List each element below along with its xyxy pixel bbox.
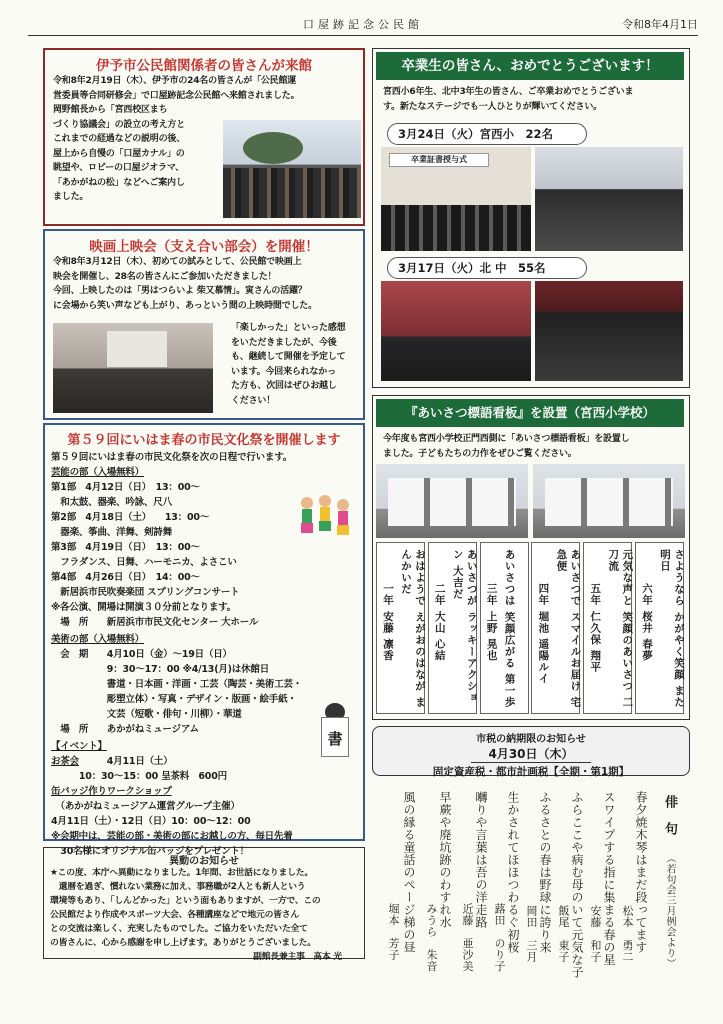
slogan-text: 元気な声と 笑顔のあいさつ 二刀流 — [607, 549, 634, 708]
visit-line: 屋上から自慢の「口屋カナル」の — [53, 148, 185, 159]
transfer-signature: 副館長兼主事 髙本 光 — [253, 952, 342, 962]
movie-line: 令和8年3月12日（木）、初めての試みとして、公民館で映画上 — [53, 257, 302, 267]
graduation-title: 卒業生の皆さん、おめでとうございます！ — [376, 52, 684, 80]
slogan-card — [635, 542, 684, 714]
movie-line: 今回、上映したのは「男はつらいよ 柴又慕情」。寅さんの活躍？ — [53, 286, 307, 296]
miyanishi-ceremony-photo — [381, 147, 531, 251]
tax-date: 4月30日（木） — [471, 745, 591, 763]
transfer-line: 環境等もあり、「しんどかった」という面もありますが、一方で、この — [50, 896, 321, 906]
movie-section — [43, 229, 365, 420]
signboard-photo-2 — [533, 464, 685, 538]
performance-line: 場 所 新居浜市市民文化センター 大ホール — [51, 617, 259, 628]
haiku-poem: 生かされてほほつわるぐ初桜 — [506, 791, 520, 954]
haiku-author: 飯尾 東子 — [557, 905, 570, 963]
slogan-text: あいさつは 笑顔広がる 第一歩 — [503, 549, 516, 708]
ceremony-banner: 卒業証書授与式 — [389, 153, 489, 167]
performance-line: 第1部 4月12日（日） 13：00～ — [51, 482, 200, 493]
visit-line: 「あかがねの松」などへご案内し — [53, 177, 185, 188]
slogan-author: 四年 堀池 遥陽ルイ — [537, 583, 550, 685]
greeting-line: 今年度も宮西小学校正門西側に「あいさつ標語看板」を設置し — [383, 434, 630, 444]
badge-line: 4月11日（土）・12日（日）10：00～12：00 — [51, 816, 251, 827]
haiku-poem: ふるさとの春は野球に誇り来 — [538, 791, 552, 954]
visit-line: 営委員等合同研修会」で口屋跡記念公民館へ来館されました。 — [53, 90, 300, 101]
festival-intro: 第５９回にいはま春の市民文化祭を次の日程で行います。 — [51, 452, 293, 463]
haiku-author: 安藤 和子 — [589, 905, 602, 963]
haiku-author: 堀本 芳子 — [387, 903, 400, 961]
visit-line: 令和8年2月19日（木）、伊予市の24名の皆さんが「公民館運 — [53, 76, 297, 86]
slogan-card — [480, 542, 529, 714]
visit-line: づくり協議会」の設立の考え方と — [53, 119, 186, 130]
art-heading: 美術の部（入場無料） — [51, 634, 145, 645]
slogan-author: 六年 桜井 春夢 — [640, 583, 653, 662]
haiku-author: 近藤 亜沙美 — [461, 903, 474, 972]
tax-notice — [372, 726, 690, 776]
newsletter-title: 口屋跡記念公民館 — [303, 18, 423, 31]
haiku-poem: 早蕨や廃坑跡のわすれ水 — [438, 791, 452, 929]
slogan-text: あいさつで スマイルお届け 宅急便 — [555, 549, 582, 708]
badge-line: ※会期中は、芸能の部・美術の部にお越しの方、毎日先着 — [51, 831, 293, 842]
visit-line: ました。 — [53, 192, 89, 202]
performance-line: 器楽、筝曲、洋舞、剣詩舞 — [51, 527, 172, 538]
art-line: 会 期 4月10日（金）～19日（日） — [51, 649, 232, 660]
issue-date: 令和8年4月1日 — [622, 18, 698, 31]
festival-title: 第５９回にいはま春の市民文化祭を開催します — [67, 433, 341, 448]
slogan-card — [428, 542, 477, 714]
event-heading: 【イベント】 — [51, 741, 107, 752]
transfer-line: との交流は楽しく、充実したものでした。ご協力をいただいた全て — [50, 924, 308, 934]
movie-line: に会場から笑い声なども上がり、あっという間の上映時間でした。 — [53, 300, 317, 311]
greeting-line: ました。子どもたちの力作をぜひご覧ください。 — [383, 448, 577, 459]
slogan-text: あいさつが ラッキーアクション 大吉だ — [451, 549, 478, 704]
slogan-text: おはようで えがおのはなが まんかいだ — [400, 549, 426, 708]
performance-line: 和太鼓、器楽、吟詠、尺八 — [51, 497, 172, 508]
tax-title: 市税の納期限のお知らせ — [476, 734, 586, 745]
performance-line: 第3部 4月19日（日） 13：00～ — [51, 542, 200, 553]
haiku-section — [380, 785, 690, 985]
art-line: 文芸（短歌・俳句・川柳）・華道 — [51, 709, 242, 720]
signboard-photo-1 — [376, 464, 528, 538]
kita-label: 3月17日（火）北 中 55名 — [387, 257, 587, 279]
performance-heading: 芸能の部（入場無料） — [51, 467, 145, 478]
movie-line: も、継続して開催を予定して — [231, 352, 346, 362]
haiku-poem: 風の縁る童話のページ梯の昼 — [402, 791, 416, 954]
greeting-title: 『あいさつ標語看板』を設置（宮西小学校） — [376, 399, 684, 427]
haiku-author: 松本 勇二 — [621, 905, 634, 963]
movie-line: をいただきましたが、今後 — [231, 337, 337, 348]
slogan-list — [376, 542, 684, 714]
haiku-author: みうら 朱音 — [425, 903, 438, 972]
transfer-line: 公民館だより作成やスポーツ大会、各種講座などで地元の皆さん — [50, 910, 299, 920]
badge-heading: 缶バッジ作りワークショップ — [51, 786, 172, 797]
performance-line: ※各公演、開場は開演３０分前となります。 — [51, 602, 236, 613]
transfer-section — [43, 847, 365, 962]
slogan-author: 二年 大山 心結 — [433, 583, 446, 662]
movie-line: た方も、次回はぜひお越し — [231, 381, 337, 391]
tea-label: お茶会 — [51, 756, 79, 767]
transfer-title: 異動のお知らせ — [169, 856, 239, 867]
haiku-author: 蕗田 のり子 — [493, 903, 506, 972]
calligraphy-char: 書 — [321, 717, 349, 757]
visit-line: 眺望や、ロビーの口屋ジオラマ、 — [53, 163, 184, 173]
visit-line: これまでの経過などの説明の後、 — [53, 134, 186, 144]
movie-title: 映画上映会（支え合い部会）を開催！ — [89, 239, 319, 255]
art-line: 彫塑立体）・写真・デザイン・版画・絵手紙・ — [51, 694, 297, 705]
calligraphy-illustration — [317, 703, 357, 759]
miyanishi-group-photo — [535, 147, 683, 251]
art-line: 場 所 あかがねミュージアム — [51, 724, 199, 735]
movie-line: ください！ — [231, 395, 276, 406]
haiku-poem: スワイプする指に集まる春の星 — [602, 791, 616, 966]
tax-desc: 固定資産税・都市計画税【全期・第1期】 — [432, 766, 630, 778]
slogan-text: さようなら かがやく笑顔 また明日 — [658, 549, 685, 708]
art-line: 9：30～17：00 ※4/13(月)は休館日 — [51, 664, 269, 675]
hula-dancers-illustration — [293, 493, 357, 543]
miyanishi-label: 3月24日（火）宮西小 22名 — [387, 123, 587, 145]
haiku-poem: 囀りや言葉は吾の洋走路 — [474, 791, 488, 929]
slogan-author: 一年 安藤 凛香 — [382, 583, 394, 662]
slogan-card — [531, 542, 580, 714]
haiku-poem: 春夕焼木琴はまだ段ってます — [634, 791, 648, 954]
performance-line: 第2部 4月18日（土） 13：00～ — [51, 512, 210, 523]
screening-photo — [53, 323, 213, 413]
slogan-card — [376, 542, 425, 714]
tea-line: 4月11日（土） — [78, 756, 173, 767]
transfer-line: 還暦を過ぎ、慣れない業務に加え、事務職が2人とも新人という — [50, 882, 306, 892]
haiku-note: （若句会三月例会より） — [664, 853, 675, 969]
group-photo — [223, 120, 361, 218]
haiku-author: 岡田 三月 — [525, 905, 538, 963]
visit-section — [43, 48, 365, 226]
performance-line: 新居浜市民吹奏楽団 スプリングコンサート — [51, 587, 240, 598]
graduation-line: す。新たなステージでも一人ひとりが輝いてください。 — [383, 101, 602, 112]
transfer-line: ★この度、本庁へ異動になりました。1年間、お世話になりました。 — [50, 868, 313, 878]
kita-group-photo — [535, 281, 683, 381]
slogan-author: 五年 仁久保 翔平 — [589, 583, 602, 673]
badge-line: 30名様にオリジナル缶バッジをプレゼント！ — [51, 846, 249, 857]
movie-line: います。今回来られなかっ — [231, 366, 336, 377]
performance-line: 第4部 4月26日（日） 14：00～ — [51, 572, 200, 583]
festival-section — [43, 423, 365, 857]
graduation-line: 宮西小6年生、北中3年生の皆さん、ご卒業おめでとうございま — [383, 87, 634, 97]
haiku-title: 俳 句 — [662, 795, 677, 836]
haiku-poem: ふらここや病む母のいて元気な子 — [570, 791, 584, 979]
page-header — [28, 16, 698, 36]
movie-line: 「楽しかった」といった感想 — [231, 323, 346, 333]
graduation-section — [372, 48, 690, 388]
movie-line: 映会を開催し、28名の皆さんにご参加いただきました！ — [53, 271, 277, 282]
art-line: 書道・日本画・洋画・工芸（陶芸・美術工芸・ — [51, 679, 303, 690]
transfer-line: の皆さんに、心から感謝を申し上げます。ありがとうございました。 — [50, 938, 316, 948]
performance-line: フラダンス、日舞、ハーモニカ、よさこい — [51, 557, 237, 568]
slogan-card — [583, 542, 632, 714]
badge-line: （あかがねミュージアム運営グループ主催） — [51, 801, 240, 812]
visit-title: 伊予市公民館関係者の皆さんが来館 — [96, 58, 312, 74]
kita-ceremony-photo — [381, 281, 531, 381]
tea-line: 10：30～15：00 呈茶料 600円 — [51, 771, 227, 782]
slogan-author: 三年 上野 晃也 — [485, 583, 498, 662]
visit-line: 岡野館長から「宮西校区まち — [53, 105, 168, 115]
greeting-section — [372, 395, 690, 720]
